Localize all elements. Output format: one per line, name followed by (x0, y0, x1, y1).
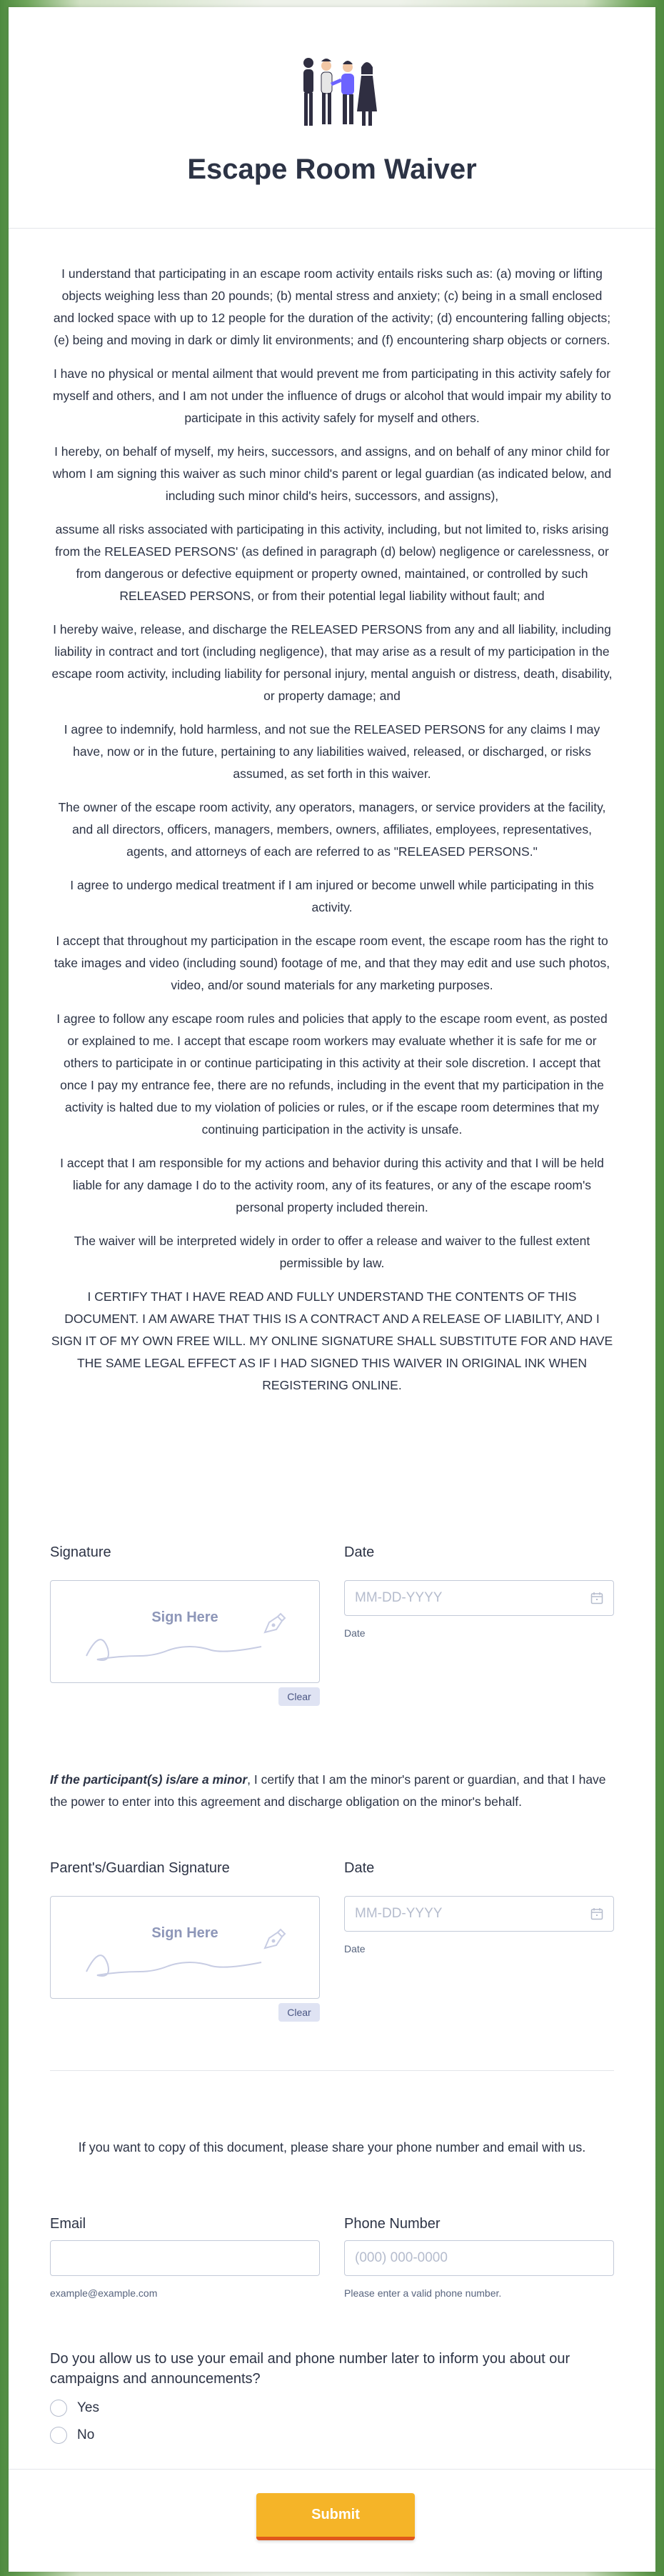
section-divider (50, 2070, 614, 2071)
waiver-paragraph: The waiver will be interpreted widely in order to offer a release and waiver to the fullest extent permissible by law. (74, 1234, 590, 1270)
waiver-paragraph: I understand that participating in an escape room activity entails risks such as: (a) moving or lifting objects weighing less than 20 pounds; (b) mental stress and anxiety; (c) being in a small enclosed and locked space with up to 12 people for the duration of the activity; (d) encountering falling objects; (e) being and moving in dark or dimly lit environments; and (f) encountering sharp objects or corners. (53, 266, 611, 347)
date-sublabel: Date (344, 1627, 366, 1639)
copy-request-text: If you want to copy of this document, please share your phone number and email with us. (78, 2140, 586, 2155)
guardian-signature-label: Parent's/Guardian Signature (50, 1860, 230, 1876)
date-placeholder: MM-DD-YYYY (355, 1590, 443, 1605)
footer-divider (9, 2469, 655, 2470)
guardian-signature-pad[interactable] (50, 1896, 320, 1999)
waiver-paragraph: I accept that throughout my participation in the escape room event, the escape room has the right to take images and video (including sound) footage of me, and that they may edit and use such photos, video, and/or sound materials for any marketing purposes. (54, 934, 610, 992)
signature-pen-icon (259, 1925, 288, 1954)
minor-statement-bold: If the participant(s) is/are a minor (50, 1772, 248, 1787)
guardian-date-input[interactable] (344, 1896, 614, 1932)
calendar-icon[interactable] (590, 1907, 603, 1920)
signature-swirl-icon (79, 1932, 286, 1982)
waiver-paragraph: I CERTIFY THAT I HAVE READ AND FULLY UNDERSTAND THE CONTENTS OF THIS DOCUMENT. I AM AWARE THAT THIS IS A CONTRACT AND A RELEASE OF LIABILITY, AND I SIGN IT OF MY OWN FREE WILL. MY ONLINE SIGNATURE SHALL SUBSTITUTE FOR AND HAVE THE SAME LEGAL EFFECT AS IF I HAD SIGNED THIS WAIVER IN ORIGINAL INK WHEN REGISTERING ONLINE. (51, 1289, 613, 1392)
waiver-paragraph: assume all risks associated with participating in this activity, including, but not limited to, risks arising from the RELEASED PERSONS' (as defined in paragraph (d) below) negligence or carelessness, or from dangerous or defective equipment or property owned, maintained, or controlled by such RELEASED PERSONS, or from their potential legal liability without fault; and (55, 522, 609, 603)
waiver-paragraph: I have no physical or mental ailment that would prevent me from participating in this activity safely for myself and others, and I am not under the influence of drugs or alcohol that would impair my ability to participate in this activity safely for myself and others. (52, 366, 612, 425)
form-card (9, 7, 655, 2572)
signature-placeholder: Sign Here (151, 1609, 218, 1625)
email-field[interactable] (50, 2240, 320, 2276)
consent-option-yes[interactable] (50, 2397, 99, 2419)
consent-question: Do you allow us to use your email and phone number later to inform you about our campaigns and announcements? (50, 2351, 570, 2387)
clear-guardian-signature-button[interactable]: Clear (278, 2003, 320, 2022)
people-illustration (294, 51, 384, 131)
date-sublabel: Date (344, 1943, 366, 1955)
waiver-paragraph: I agree to follow any escape room rules and policies that apply to the escape room event, as posted or explained to me. I accept that escape room workers may evaluate whether it is safe for me or others to participate in or continue participating in this activity at their sole discretion. I accept that once I pay my entrance fee, there are no refunds, including in the event that my participation in the activity is halted due to my violation of policies or rules, or if the escape room determines that my continuing participation in the activity is unsafe. (56, 1012, 608, 1137)
waiver-paragraph: I accept that I am responsible for my actions and behavior during this activity and that I will be held liable for any damage I do to the activity room, any of its features, or any of the escape room's personal property included therein. (60, 1156, 604, 1214)
waiver-paragraph: I hereby waive, release, and discharge the RELEASED PERSONS from any and all liability, including liability in contract and tort (including negligence), that may arise as a result of my participation in the escape room activity, including liability for personal injury, mental anguish or distress, death, disability, or property damage; and (51, 622, 613, 703)
date-input[interactable] (344, 1580, 614, 1616)
date-placeholder: MM-DD-YYYY (355, 1906, 443, 1921)
radio-label: No (77, 2427, 95, 2442)
waiver-paragraph: I agree to undergo medical treatment if I am injured or become unwell while participating in this activity. (70, 878, 594, 914)
minor-statement-rest: , I certify that I am the minor's parent or guardian, and that I have the power to enter into this agreement and discharge obligation on the minor's behalf. (50, 1772, 606, 1809)
guardian-date-label: Date (344, 1860, 375, 1876)
waiver-paragraph: I hereby, on behalf of myself, my heirs, successors, and assigns, and on behalf of any minor child for whom I am signing this waiver as such minor child's parent or legal guardian (as indicated below, and including such minor child's heirs, successors, and assigns), (52, 444, 612, 503)
phone-label: Phone Number (344, 2216, 441, 2232)
waiver-paragraph: I agree to indemnify, hold harmless, and not sue the RELEASED PERSONS for any claims I may have, now or in the future, pertaining to any liabilities waived, released, or discharged, or risks assumed, as set forth in this waiver. (64, 722, 600, 781)
phone-field[interactable] (344, 2240, 614, 2276)
radio-button[interactable] (50, 2427, 67, 2444)
phone-placeholder: (000) 000-0000 (355, 2250, 448, 2265)
signature-pad[interactable] (50, 1580, 320, 1683)
waiver-paragraph: The owner of the escape room activity, any operators, managers, or service providers at the facility, and all directors, officers, managers, members, owners, affiliates, employees, representatives, agents, and attorneys of each are referred to as "RELEASED PERSONS." (58, 800, 606, 859)
email-label: Email (50, 2216, 86, 2232)
signature-label: Signature (50, 1544, 111, 1560)
form-title: Escape Room Waiver (187, 154, 477, 185)
calendar-icon[interactable] (590, 1592, 603, 1604)
consent-option-no[interactable] (50, 2425, 94, 2446)
email-sublabel: example@example.com (50, 2287, 158, 2299)
signature-pen-icon (259, 1609, 288, 1638)
submit-button[interactable] (256, 2493, 415, 2540)
form-header (9, 7, 655, 229)
radio-button[interactable] (50, 2400, 67, 2417)
minor-statement (50, 1769, 621, 1813)
phone-sublabel: Please enter a valid phone number. (344, 2287, 502, 2299)
waiver-text (50, 263, 614, 1408)
submit-label: Submit (311, 2507, 360, 2522)
clear-signature-button[interactable]: Clear (278, 1687, 320, 1706)
date-label: Date (344, 1544, 375, 1560)
radio-label: Yes (77, 2400, 99, 2415)
signature-swirl-icon (79, 1617, 286, 1667)
signature-placeholder: Sign Here (151, 1925, 218, 1941)
